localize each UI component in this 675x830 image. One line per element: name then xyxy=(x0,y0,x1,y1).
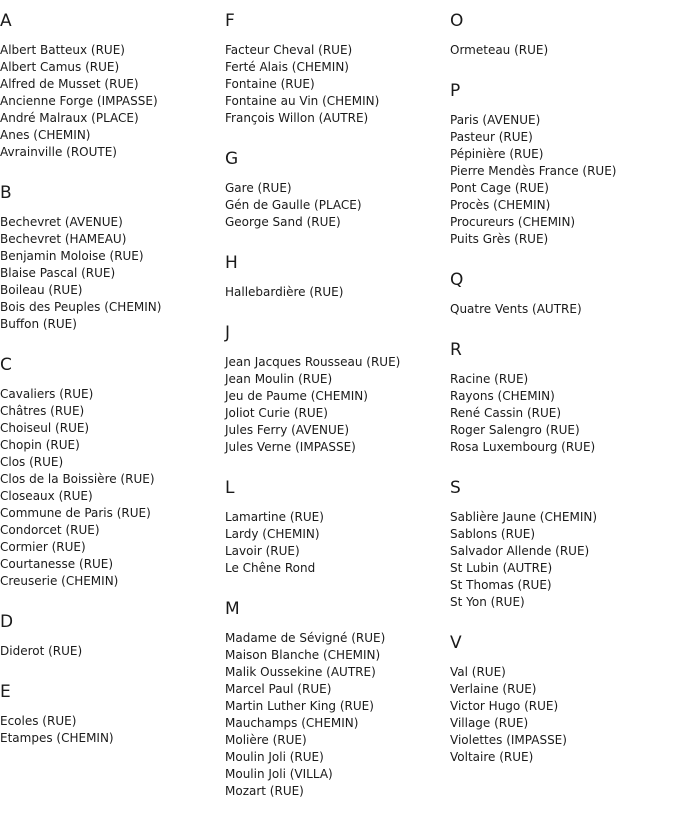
street-item: Jules Ferry (AVENUE) xyxy=(225,423,350,437)
street-item: St Yon (RUE) xyxy=(450,595,525,609)
street-item: Fontaine (RUE) xyxy=(225,77,315,91)
street-item: St Thomas (RUE) xyxy=(450,578,552,592)
street-item: Etampes (CHEMIN) xyxy=(0,731,114,745)
section-letter-heading: R xyxy=(450,340,462,360)
street-item: Village (RUE) xyxy=(450,716,529,730)
street-item: François Willon (AUTRE) xyxy=(225,111,369,125)
street-item: Blaise Pascal (RUE) xyxy=(0,266,116,280)
street-item: Commune de Paris (RUE) xyxy=(0,506,151,520)
section-letter-heading: P xyxy=(450,81,461,101)
street-item: Verlaine (RUE) xyxy=(450,682,537,696)
index-column xyxy=(450,10,670,787)
street-item: Moulin Joli (RUE) xyxy=(225,750,324,764)
street-item: Bechevret (HAMEAU) xyxy=(0,232,127,246)
letter-section xyxy=(225,252,445,301)
street-item: Ferté Alais (CHEMIN) xyxy=(225,60,349,74)
street-item: Jean Jacques Rousseau (RUE) xyxy=(225,355,401,369)
street-item: Malik Oussekine (AUTRE) xyxy=(225,665,376,679)
street-item: Mauchamps (CHEMIN) xyxy=(225,716,359,730)
street-item: Albert Camus (RUE) xyxy=(0,60,120,74)
street-item: Victor Hugo (RUE) xyxy=(450,699,559,713)
letter-section xyxy=(450,80,670,248)
section-letter-heading: E xyxy=(0,682,11,702)
letter-section xyxy=(225,598,445,800)
street-item: Paris (AVENUE) xyxy=(450,113,541,127)
street-item: Lamartine (RUE) xyxy=(225,510,324,524)
street-item: Val (RUE) xyxy=(450,665,506,679)
street-item: Jeu de Paume (CHEMIN) xyxy=(225,389,368,403)
street-item: Mozart (RUE) xyxy=(225,784,304,798)
street-item: Maison Blanche (CHEMIN) xyxy=(225,648,381,662)
letter-section xyxy=(450,632,670,766)
section-letter-heading: L xyxy=(225,478,235,498)
street-item: Cavaliers (RUE) xyxy=(0,387,94,401)
street-item: Molière (RUE) xyxy=(225,733,307,747)
street-item: Facteur Cheval (RUE) xyxy=(225,43,353,57)
street-item: Gén de Gaulle (PLACE) xyxy=(225,198,362,212)
street-item: Benjamin Moloise (RUE) xyxy=(0,249,144,263)
street-item: Diderot (RUE) xyxy=(0,644,83,658)
street-item: Creuserie (CHEMIN) xyxy=(0,574,119,588)
section-letter-heading: M xyxy=(225,599,240,619)
street-item: Rayons (CHEMIN) xyxy=(450,389,555,403)
section-letter-heading: S xyxy=(450,478,461,498)
street-item: Chopin (RUE) xyxy=(0,438,80,452)
section-letter-heading: H xyxy=(225,253,238,273)
street-item: Boileau (RUE) xyxy=(0,283,83,297)
index-column xyxy=(0,10,220,768)
street-item: Avrainville (ROUTE) xyxy=(0,145,117,159)
letter-section xyxy=(0,354,220,590)
street-item: Procureurs (CHEMIN) xyxy=(450,215,576,229)
section-letter-heading: J xyxy=(225,323,231,343)
street-item: Marcel Paul (RUE) xyxy=(225,682,332,696)
section-letter-heading: D xyxy=(0,612,14,632)
section-letter-heading: V xyxy=(450,633,462,653)
letter-section xyxy=(225,10,445,127)
section-letter-heading: F xyxy=(225,11,235,31)
letter-section xyxy=(225,477,445,577)
street-item: Bois des Peuples (CHEMIN) xyxy=(0,300,162,314)
letter-section xyxy=(450,477,670,611)
street-item: St Lubin (AUTRE) xyxy=(450,561,553,575)
street-item: Alfred de Musset (RUE) xyxy=(0,77,139,91)
letter-section xyxy=(0,182,220,333)
street-item: Closeaux (RUE) xyxy=(0,489,93,503)
street-item: Sablons (RUE) xyxy=(450,527,536,541)
street-item: Le Chêne Rond xyxy=(225,561,316,575)
street-item: Procès (CHEMIN) xyxy=(450,198,551,212)
street-item: Violettes (IMPASSE) xyxy=(450,733,567,747)
street-item: Pont Cage (RUE) xyxy=(450,181,549,195)
street-item: René Cassin (RUE) xyxy=(450,406,562,420)
street-item: Clos (RUE) xyxy=(0,455,64,469)
street-item: Cormier (RUE) xyxy=(0,540,86,554)
letter-section xyxy=(0,611,220,660)
street-item: Joliot Curie (RUE) xyxy=(225,406,328,420)
letter-section xyxy=(450,10,670,59)
section-letter-heading: G xyxy=(225,149,239,169)
street-item: Martin Luther King (RUE) xyxy=(225,699,374,713)
letter-section xyxy=(0,10,220,161)
street-item: Hallebardière (RUE) xyxy=(225,285,344,299)
street-item: Courtanesse (RUE) xyxy=(0,557,114,571)
street-item: Puits Grès (RUE) xyxy=(450,232,549,246)
letter-section xyxy=(450,339,670,456)
letter-section xyxy=(225,148,445,231)
street-item: Lavoir (RUE) xyxy=(225,544,300,558)
section-letter-heading: A xyxy=(0,11,12,31)
street-item: Châtres (RUE) xyxy=(0,404,85,418)
street-item: André Malraux (PLACE) xyxy=(0,111,139,125)
street-item: Quatre Vents (AUTRE) xyxy=(450,302,582,316)
street-item: Ecoles (RUE) xyxy=(0,714,77,728)
street-item: Roger Salengro (RUE) xyxy=(450,423,580,437)
index-column xyxy=(225,10,445,821)
section-letter-heading: C xyxy=(0,355,12,375)
street-item: Jean Moulin (RUE) xyxy=(225,372,333,386)
letter-section xyxy=(450,269,670,318)
section-letter-heading: Q xyxy=(450,270,464,290)
street-item: Condorcet (RUE) xyxy=(0,523,100,537)
street-item: Salvador Allende (RUE) xyxy=(450,544,590,558)
street-item: Gare (RUE) xyxy=(225,181,292,195)
street-item: Pépinière (RUE) xyxy=(450,147,544,161)
letter-section xyxy=(225,322,445,456)
street-item: Voltaire (RUE) xyxy=(450,750,534,764)
street-item: Ormeteau (RUE) xyxy=(450,43,549,57)
section-letter-heading: O xyxy=(450,11,464,31)
street-item: Choiseul (RUE) xyxy=(0,421,90,435)
street-item: Buffon (RUE) xyxy=(0,317,77,331)
street-item: Clos de la Boissière (RUE) xyxy=(0,472,155,486)
street-item: Lardy (CHEMIN) xyxy=(225,527,320,541)
street-item: Anes (CHEMIN) xyxy=(0,128,91,142)
street-item: Pierre Mendès France (RUE) xyxy=(450,164,617,178)
street-item: Pasteur (RUE) xyxy=(450,130,533,144)
section-letter-heading: B xyxy=(0,183,12,203)
street-item: Albert Batteux (RUE) xyxy=(0,43,125,57)
street-item: Jules Verne (IMPASSE) xyxy=(225,440,356,454)
street-item: Fontaine au Vin (CHEMIN) xyxy=(225,94,380,108)
street-item: Bechevret (AVENUE) xyxy=(0,215,123,229)
street-item: Moulin Joli (VILLA) xyxy=(225,767,333,781)
street-item: Madame de Sévigné (RUE) xyxy=(225,631,386,645)
street-item: Sablière Jaune (CHEMIN) xyxy=(450,510,598,524)
street-item: Ancienne Forge (IMPASSE) xyxy=(0,94,158,108)
letter-section xyxy=(0,681,220,747)
street-item: Racine (RUE) xyxy=(450,372,529,386)
street-item: Rosa Luxembourg (RUE) xyxy=(450,440,596,454)
street-item: George Sand (RUE) xyxy=(225,215,341,229)
